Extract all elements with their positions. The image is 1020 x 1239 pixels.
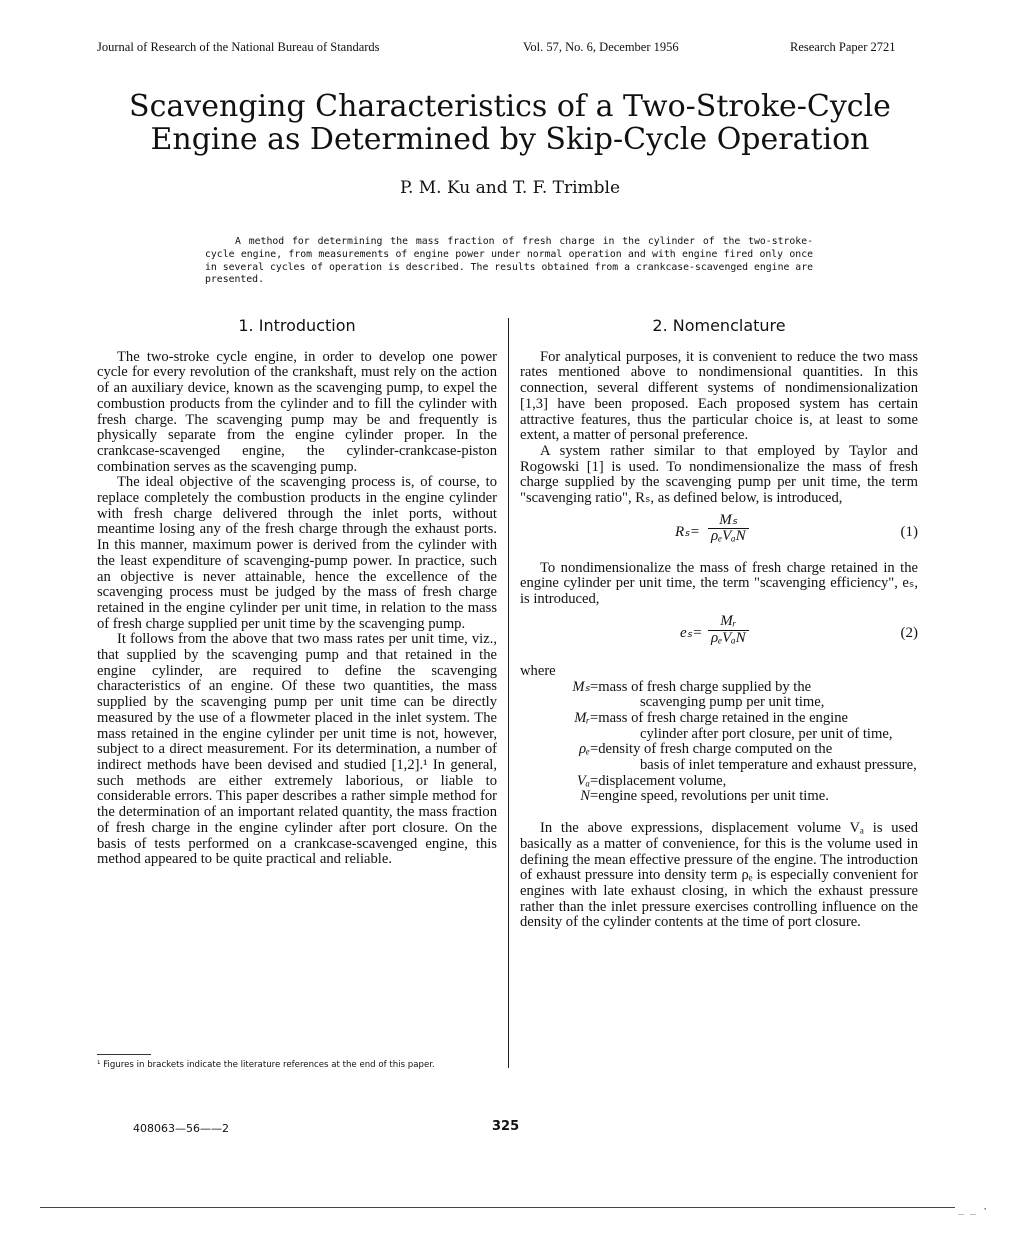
eq1-lhs: Rₛ= [675, 523, 700, 540]
nomenclature-paragraph-4: In the above expressions, displacement volume Vₐ is used basically as a matter of convenience, for this is the volume used in defining the mean effective pressure of the engine. The introduction of exhaust pressure into density term ρₑ is especially convenient for engines with late exhaust closing, in which the exhaust pressure rather than the inlet pressure exercises controlling influence on the density of the cylinder contents at the time of port closure. [520, 820, 918, 931]
definition-symbol: Mₛ [572, 678, 590, 695]
section-heading-introduction: 1. Introduction [238, 316, 356, 335]
definition-symbol: ρₑ [579, 741, 590, 758]
definition-text: =density of fresh charge computed on the [590, 741, 833, 758]
intro-paragraph-2: The ideal objective of the scavenging process is, of course, to replace completely the combustion products in the engine cylinder with fresh charge delivered through the inlet ports, without meantime losing any of the fresh charge through the exhaust ports. In this manner, maximum power is derived from the cylinder with the least expenditure of scavenging-pump power. In practice, such an objective is never attainable, hence the excellence of the scavenging process must be judged by the mass of fresh charge retained in the engine cylinder per unit time, in relation to the mass of fresh charge supplied per unit time by the scavenging pump. [97, 474, 497, 632]
section-introduction [97, 318, 497, 868]
definition-item [520, 711, 918, 742]
definition-text: =mass of fresh charge retained in the engine [590, 709, 848, 726]
eq1-denominator: ρₑVₐN [711, 528, 746, 545]
definition-item [520, 680, 918, 711]
definition-text: =engine speed, revolutions per unit time. [590, 788, 829, 805]
volume-info: Vol. 57, No. 6, December 1956 [523, 40, 679, 54]
definition-continuation: basis of inlet temperature and exhaust pressure, [640, 757, 917, 774]
definition-symbol: Mᵣ [574, 709, 590, 726]
eq2-number: (2) [900, 624, 918, 641]
abstract-text: A method for determining the mass fraction of fresh charge in the cylinder of the two-stroke-cycle engine, from measurements of engine power under normal operation and with engine fired only once in several cycles of operation is described. The results obtained from a crankcase-scavenged engine are presented. [205, 236, 813, 286]
title-line-1: Scavenging Characteristics of a Two-Stroke-Cycle [129, 89, 891, 124]
definition-item [520, 774, 918, 790]
eq1-fraction [708, 513, 749, 545]
nomenclature-paragraph-1: For analytical purposes, it is convenient to reduce the two mass rates mentioned above to nondimensional quantities. In this connection, several different systems of nondimensionalization [1,3] have been proposed. Each proposed system has certain attractive features, thus the particular choice is, at least to some extent, a matter of personal preference. [520, 348, 918, 444]
bottom-dash-mark: _ _ · [958, 1204, 989, 1215]
footnote: ¹ Figures in brackets indicate the literature references at the end of this paper. [97, 1060, 435, 1070]
equation-1 [520, 513, 918, 557]
column-divider [508, 318, 509, 1068]
title-line-2: Engine as Determined by Skip-Cycle Operation [150, 122, 870, 157]
where-label: where [520, 662, 556, 679]
footnote-rule [97, 1054, 151, 1055]
eq2-denominator: ρₑVₐN [711, 629, 746, 646]
bottom-rule [40, 1207, 955, 1208]
nomenclature-paragraph-2: A system rather similar to that employed by Taylor and Rogowski [1] is used. To nondimensionalize the mass of fresh charge supplied by the scavenging pump per unit time, the term "scavenging ratio", Rₛ, as defined below, is introduced, [520, 442, 918, 507]
intro-paragraph-3: It follows from the above that two mass rates per unit time, viz., that supplied by the scavenging pump and that retained in the engine cylinder, are required to define the scavenging characteristics of an engine. Of these two quantities, the mass supplied by the scavenging pump per unit time can be directly measured by the use of a flowmeter placed in the inlet system. The mass retained in the engine cylinder per unit time is not, however, subject to a direct measurement. For its determination, a number of indirect methods have been devised and studied [1,2].¹ In general, such methods are either extremely laborious, or liable to considerable errors. This paper describes a rather simple method for the determination of an important related quantity, the mass fraction of fresh charge in the engine cylinder after port closure. On the basis of tests performed on a crankcase-scavenged engine, this method appeared to be quite practical and reliable. [97, 631, 497, 868]
definitions-list [520, 680, 918, 806]
print-code: 408063—56——2 [133, 1122, 229, 1135]
section-nomenclature [520, 318, 918, 931]
abstract [205, 236, 813, 287]
journal-name: Journal of Research of the National Bureau of Standards [97, 40, 380, 54]
eq2-numerator: Mᵣ [708, 614, 749, 631]
definition-item [520, 789, 918, 805]
definition-text: =displacement volume, [590, 772, 727, 789]
definition-continuation: cylinder after port closure, per unit of time, [640, 725, 893, 742]
section-heading-nomenclature: 2. Nomenclature [652, 316, 786, 335]
eq2-fraction [708, 614, 749, 646]
intro-paragraph-1: The two-stroke cycle engine, in order to develop one power cycle for every revolution of the crankshaft, must rely on the action of an auxiliary device, known as the scavenging pump, to expel the combustion products from the cylinder and to fill the cylinder with fresh charge. The scavenging pump may be and frequently is physically separate from the engine cylinder proper. In the crankcase-scavenged engine, the cylinder-crankcase-piston combination serves as the scavenging pump. [97, 348, 497, 475]
eq1-number: (1) [900, 523, 918, 540]
definition-symbol: N [580, 788, 590, 805]
authors: P. M. Ku and T. F. Trimble [399, 178, 621, 198]
paper-number: Research Paper 2721 [790, 40, 896, 54]
equation-2 [520, 614, 918, 660]
paper-title [80, 90, 940, 156]
definition-continuation: scavenging pump per unit time, [640, 694, 825, 711]
nomenclature-paragraph-3: To nondimensionalize the mass of fresh charge retained in the engine cylinder per unit time, the term "scavenging efficiency", eₛ, is introduced, [520, 559, 918, 608]
definition-symbol: Vₐ [576, 772, 590, 789]
eq1-numerator: Mₛ [708, 513, 749, 530]
definition-text: =mass of fresh charge supplied by the [590, 678, 812, 695]
eq2-lhs: eₛ= [680, 624, 703, 641]
page-number: 325 [492, 1119, 520, 1134]
definition-item [520, 742, 918, 773]
